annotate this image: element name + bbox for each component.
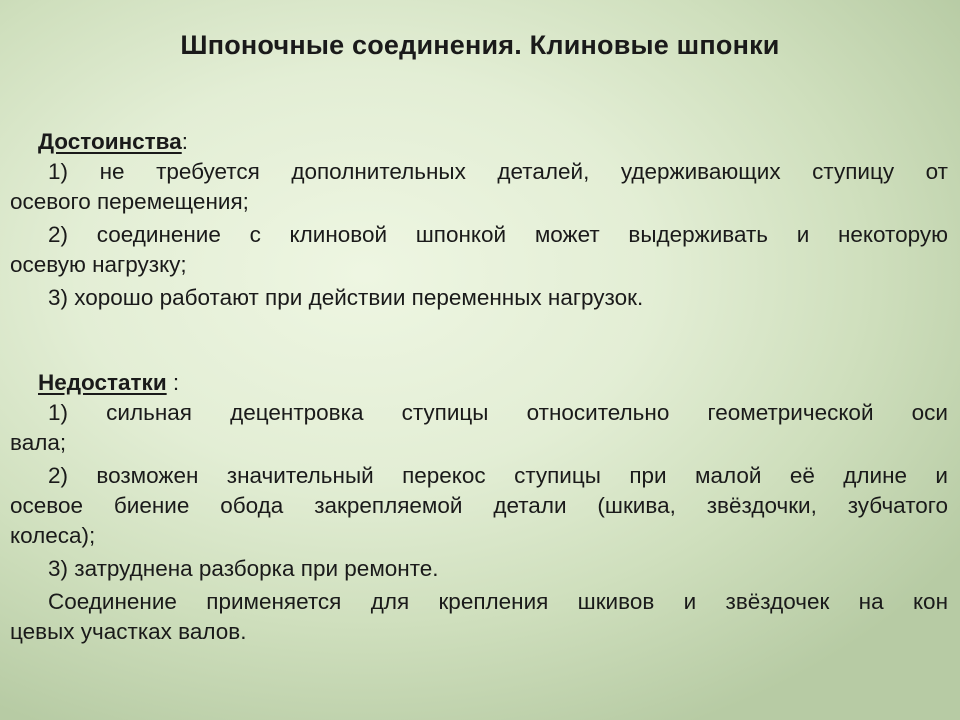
list-item	[10, 220, 948, 280]
disadvantages-section	[10, 368, 948, 647]
list-item	[10, 157, 948, 217]
list-item	[10, 283, 948, 313]
list-item	[10, 554, 948, 584]
list-item-line: 3) хорошо работают при действии переменных нагрузок.	[48, 285, 644, 310]
slide-title: Шпоночные соединения. Клиновые шпонки	[180, 30, 780, 60]
list-item-line: осевую нагрузку;	[10, 252, 187, 277]
disadvantages-heading: Недостатки	[38, 370, 167, 395]
list-item	[10, 587, 948, 647]
disadvantages-list	[10, 398, 948, 647]
list-item-line: осевое биение обода закрепляемой детали (шкива, звёздочки, зубчатого	[10, 493, 948, 518]
list-item-line: 2) возможен значительный перекос ступицы при малой её длине и	[48, 463, 948, 488]
advantages-heading-colon: :	[181, 129, 188, 154]
list-item-line: вала;	[10, 430, 67, 455]
list-item-line: колеса);	[10, 523, 96, 548]
advantages-heading: Достоинства	[38, 129, 182, 154]
list-item-line: 2) соединение с клиновой шпонкой может выдерживать и некоторую	[48, 222, 948, 247]
disadvantages-heading-line	[10, 368, 948, 398]
list-item	[10, 461, 948, 551]
advantages-section	[10, 127, 948, 313]
advantages-list	[10, 157, 948, 313]
list-item-line: цевых участках валов.	[10, 619, 247, 644]
list-item	[10, 398, 948, 458]
list-item-line: Соединение применяется для крепления шкивов и звёздочек на кон	[48, 589, 948, 614]
list-item-line: 3) затруднена разборка при ремонте.	[48, 556, 439, 581]
list-item-line: осевого перемещения;	[10, 189, 249, 214]
list-item-line: 1) не требуется дополнительных деталей, удерживающих ступицу от	[48, 159, 948, 184]
advantages-heading-line	[10, 127, 948, 157]
disadvantages-heading-colon: :	[166, 370, 180, 395]
list-item-line: 1) сильная децентровка ступицы относительно геометрической оси	[48, 400, 948, 425]
